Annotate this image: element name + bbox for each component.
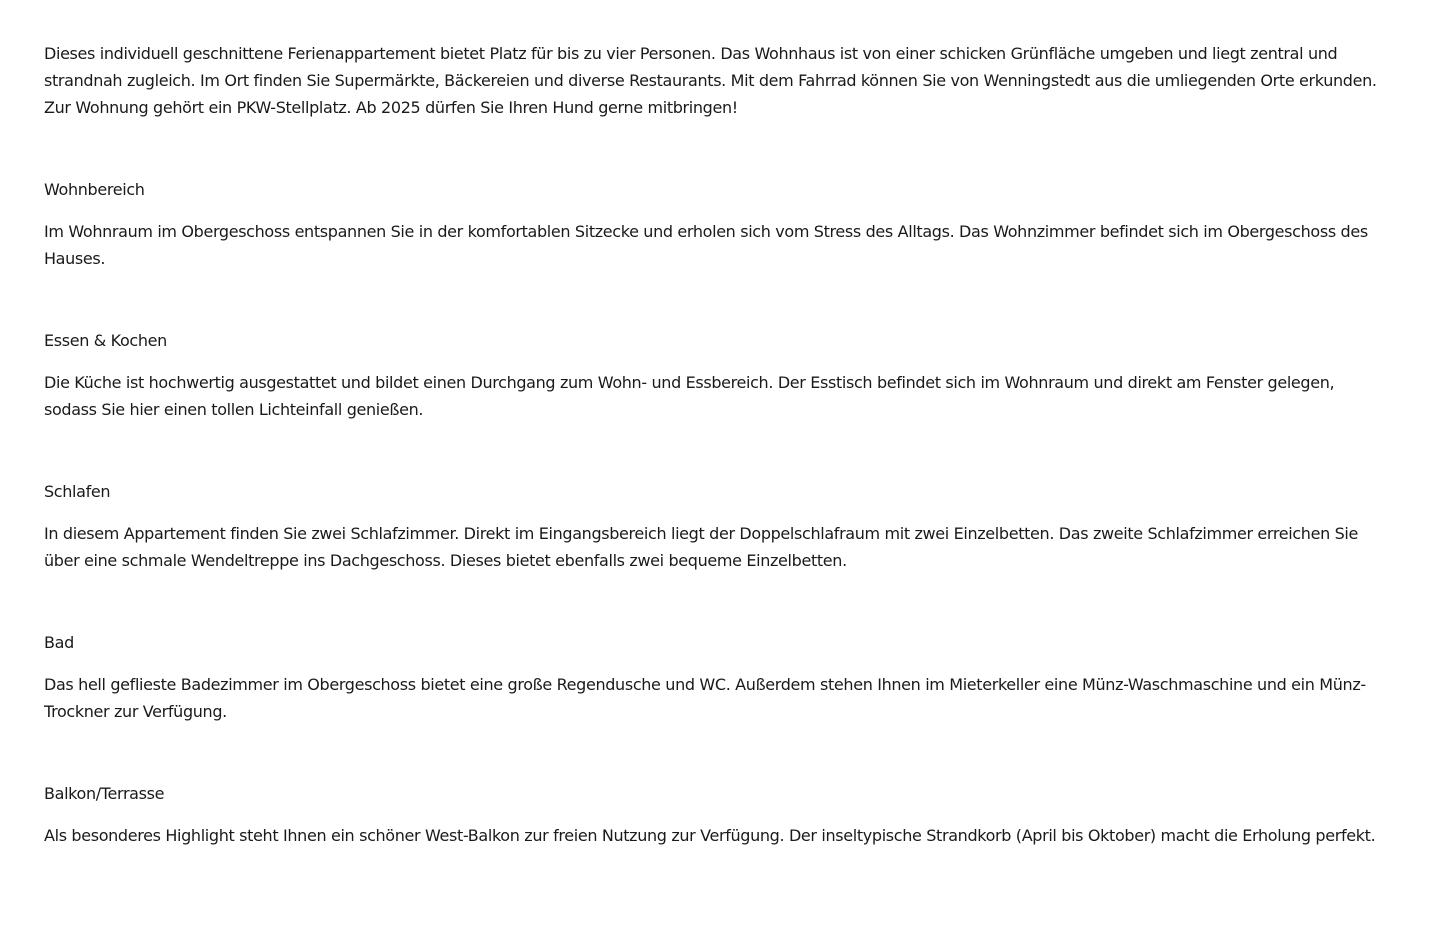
- section-bad: [44, 629, 1384, 725]
- section-text-wohnbereich: Im Wohnraum im Obergeschoss entspannen Sie in der komfortablen Sitzecke und erholen sich vom Stress des Alltags. Das Wohnzimmer befindet sich im Obergeschoss des Hauses.: [44, 222, 1368, 268]
- section-text-balkon-terrasse: Als besonderes Highlight steht Ihnen ein schöner West-Balkon zur freien Nutzung zur Verfügung. Der inseltypische Strandkorb (April bis Oktober) macht die Erholung perfekt.: [44, 826, 1376, 845]
- section-schlafen: [44, 478, 1384, 574]
- property-description: [44, 40, 1384, 849]
- section-title-wohnbereich: Wohnbereich: [44, 180, 145, 199]
- section-title-bad: Bad: [44, 633, 74, 652]
- section-text-bad: Das hell geflieste Badezimmer im Obergeschoss bietet eine große Regendusche und WC. Außerdem stehen Ihnen im Mieterkeller eine Münz-Waschmaschine und ein Münz-Trockner zur Verfügung.: [44, 675, 1366, 721]
- intro-paragraph: Dieses individuell geschnittene Ferienappartement bietet Platz für bis zu vier Personen. Das Wohnhaus ist von einer schicken Grünfläche umgeben und liegt zentral und strandnah zugleich. Im Ort finden Sie Supermärkte, Bäckereien und diverse Restaurants. Mit dem Fahrrad können Sie von Wenningstedt aus die umliegenden Orte erkunden. Zur Wohnung gehört ein PKW-Stellplatz. Ab 2025 dürfen Sie Ihren Hund gerne mitbringen!: [44, 44, 1377, 117]
- section-title-schlafen: Schlafen: [44, 482, 111, 501]
- section-text-schlafen: In diesem Appartement finden Sie zwei Schlafzimmer. Direkt im Eingangsbereich liegt der Doppelschlafraum mit zwei Einzelbetten. Das zweite Schlafzimmer erreichen Sie über eine schmale Wendeltreppe ins Dachgeschoss. Dieses bietet ebenfalls zwei bequeme Einzelbetten.: [44, 524, 1358, 570]
- section-title-balkon-terrasse: Balkon/Terrasse: [44, 784, 165, 803]
- section-title-essen-kochen: Essen & Kochen: [44, 331, 167, 350]
- section-essen-kochen: [44, 327, 1384, 423]
- section-wohnbereich: [44, 176, 1384, 272]
- section-balkon-terrasse: [44, 780, 1384, 849]
- section-text-essen-kochen: Die Küche ist hochwertig ausgestattet und bildet einen Durchgang zum Wohn- und Essbereich. Der Esstisch befindet sich im Wohnraum und direkt am Fenster gelegen, sodass Sie hier einen tollen Lichteinfall genießen.: [44, 373, 1335, 419]
